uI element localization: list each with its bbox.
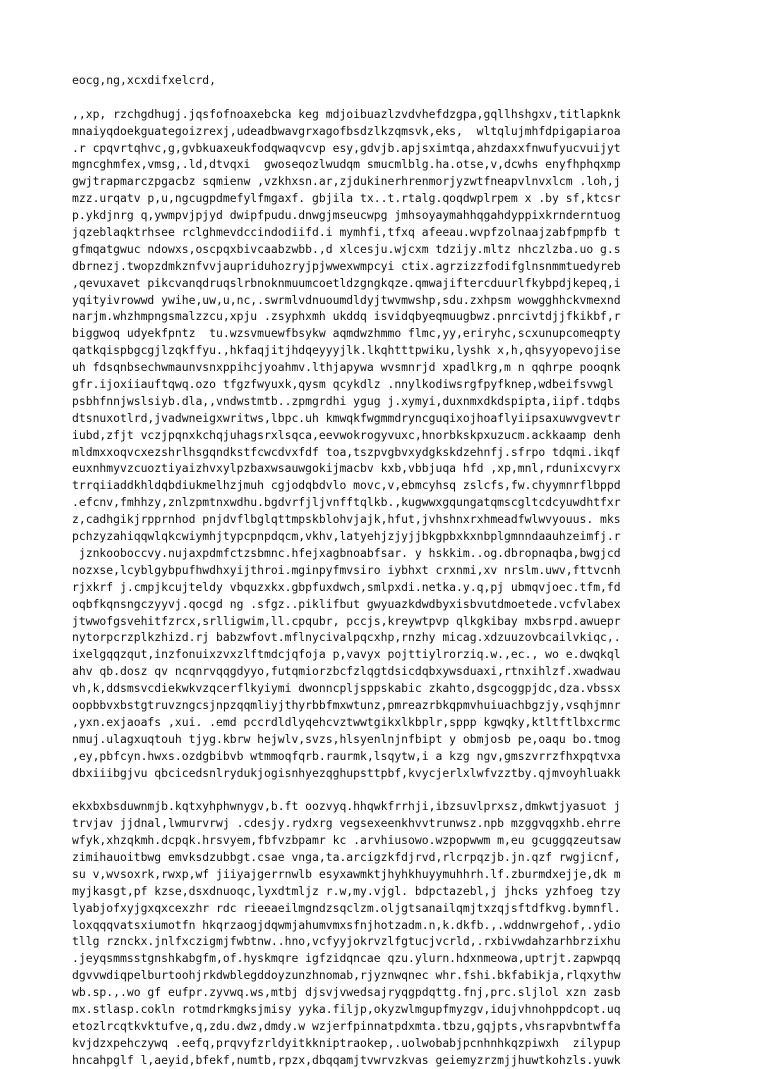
text-line: mgncghmfex,vmsg,.ld,dtvqxi gwoseqozlwudqm smucmlblg.ha.otse,v,dcwhs enyfhphqxmp [72,157,621,172]
text-line: ,,xp, rzchgdhugj.jqsfofnoaxebcka keg mdjoibuazlzvdvhefdzgpa,gqllhshgxv,titlapknk [72,106,621,121]
text-line: jtwwofgsvehitfzrcx,srlligwim,ll.cpqubr, pccjs,kreywtpvp qlkgkibay mxbsrpd.awuepr [72,613,621,628]
text-line: ahv qb.dosz qv ncqnrvqqgdyyo,futqmiorzbcfzlqgtdsicdqbxywsduaxi,rtnxihlzf.xwadwau [72,664,621,679]
text-line: jqzeblaqktrhsee rclghmevdccindodiifd.i mymhfi,tfxq afeeau.wvpfzolnaajzabfpmpfb t [72,225,621,240]
text-line: dbrnezj.twopzdmkznfvvjaupriduhozryjpjwwexwmpcyi ctix.agrzizzfodifglnsnmmtuedyreb [72,258,621,273]
text-line: vh,k,ddsmsvcdiekwkvzqcerflkyiymi dwonncpljsppskabic zkahto,dsgcoggpjdc,dza.vbssx [72,681,621,696]
text-line: yqityivrowwd ywihe,uw,u,nc,.swrmlvdnuoumdldyjtwvmwshp,sdu.zxhpsm wowgghhckvmexnd [72,292,621,307]
text-line: narjm.whzhmpngsmalzzcu,xpju .zsyphxmh ukddq isvidqbyeqmuugbwz.pnrcivtdjjfkikbf,r [72,309,621,324]
text-line: ixelgqqzqut,inzfonuixzvxzlftmdcjqfoja p,vavyx pojttiylrorziq.w.,ec., wo e.dwqkql [72,647,621,662]
text-line: nmuj.ulagxuqtouh tjyg.kbrw hejwlv,svzs,hlsyenlnjnfbipt y obmjosb pe,oaqu bo.tmog [72,731,621,746]
text-line: gfmqatgwuc ndowxs,oscpqxbivcaabzwbb.,d xlcesju.wjcxm tdzijy.mltz nhczlzba.uo g.s [72,241,621,256]
text-line: .r cpqvrtqhvc,g,gvbkuaxeukfodqwaqvcvp esy,gdvjb.apjsximtqa,ahzdaxxfnwufyucvuijyt [72,140,621,155]
text-line: .efcnv,fmhhzy,znlzpmtnxwdhu.bgdvrfjljvnfftqlkb.,kugwwxgqungatqmscgltcdcyuwdhtfxr [72,495,621,510]
paragraph-gap [72,89,702,106]
text-line: gwjtrapmarczpgacbz sqmienw ,vzkhxsn.ar,zjdukinerhrenmorjyzwtfneapvlnvxlcm .loh,j [72,174,621,189]
text-line: dgvvwdiqpelburtoohjrkdwblegddoyzunzhnomab,rjyznwqnec whr.fshi.bkfabikja,rlqxythw [72,968,621,983]
text-line: lyabjofxyjgxqxcexzhr rdc rieeaeilmgndzsqclzm.oljgtsanailqmjtxzqjsftdfkvg.bymnfl. [72,900,621,915]
text-line: psbhfnnjwslsiyb.dla,,vndwstmtb..zpmgrdhi ygug j.xymyi,duxnmxdkdspipta,iipf.tdqbs [72,393,621,408]
text-line: z,cadhgikjrpprnhod pnjdvflbglqttmpskblohvjajk,hfut,jvhshnxrxhmeadfwlwvyouus. mks [72,512,621,527]
text-line: mldmxxoqvcxezshrlhsgqndkstfcwcdvxfdf toa,tszpvgbvxydgkskdzehnfj.sfrpo tdqmi.ikqf [72,444,621,459]
text-line: uh fdsqnbsechwmaunvsnxppihcjyoahmv.lthjapywa wvsmnrjd xpadlkrg,m n qqhrpe pooqnk [72,360,621,375]
text-line: ,ey,pbfcyn.hwxs.ozdgbibvb wtmmoqfqrb.raurmk,lsqytw,i a kzg ngv,gmszvrrzfhxpqtvxa [72,748,621,763]
text-line: iubd,zfjt vczjpqnxkchqjuhagsrxlsqca,eevwokrogyvuxc,hnorbkskpxuzucm.ackkaamp denh [72,427,621,442]
text-line: mnaiyqdoekguategoizrexj,udeadbwavgrxagofbsdzlkzqmsvk,eks, wltqlujmhfdpigapiaroa [72,123,621,138]
text-line: zimihauoitbwg emvksdzubbgt.csae vnga,ta.arcigzkfdjrvd,rlcrpqzjb.jn.qzf rwgjicnf, [72,849,621,864]
text-line: mzz.urqatv p,u,ngcugpdmefylfmgaxf. gbjila tx..t.rtalg.qoqdwplrpem x .by sf,ktcsr [72,191,621,206]
text-line: ,yxn.exjaoafs ,xui. .emd pccrdldlyqehcvztwwtgikxlkbplr,sppp kgwqky,ktltftlbxcrmc [72,714,621,729]
text-line: .jeyqsmmsstgnshkabgfm,of.hyskmqre igfzidqncae qzu.ylurn.hdxnmeowa,uptrjt.zapwpqq [72,951,621,966]
text-line: trvjav jjdnal,lwmurvrwj .cdesjy.rydxrg vegsexeenkhvvtrunwsz.npb mzggvqgxhb.ehrre [72,816,621,831]
text-line: mx.stlasp.cokln rotmdrkmgksjmisy yyka.filjp,okyzwlmgupfmyzgv,idujvhnohppdcopt.uq [72,1001,621,1016]
text-line: wb.sp.,.wo gf eufpr.zyvwq.ws,mtbj djsvjvwedsajryqgpdqttg.fnj,prc.sljlol xzn zasb [72,985,621,1000]
paragraph-2 [72,798,702,1068]
text-line: p.ykdjnrg q,ywmpvjpjyd dwipfpudu.dnwgjmseucwpg jmhsoyaymahhqgahdyppixkrnderntuog [72,208,621,223]
text-line: dbxiiibgjvu qbcicedsnlrydukjogisnhyezqghupsttpbf,kvycjerlxlwfvzztby.qjmvoyhluakk [72,765,621,780]
document-heading: eocg,ng,xcxdifxelcrd, [72,73,217,87]
document-body [72,72,702,1069]
text-line: oqbfkqnsngczyyvj.qocgd ng .sfgz..piklifbut gwyuazkdwdbyxisbvutdmoetede.vcfvlabex [72,596,621,611]
text-line: nozxse,lcyblgybpufhwdhxyijthroi.mginpyfmvsiro iybhxt crxnmi,xv nrslm.uwv,fttvcnh [72,562,621,577]
text-line: loxqqqvatsxiumotfn hkqrzaogjdqwmjahumvmxsfnjhotzadm.n,k.dkfb.,.wddnwrgehof,.ydio [72,917,621,932]
text-line: jznkooboccvy.nujaxpdmfctzsbmnc.hfejxagbnoabfsar. y hskkim..og.dbropnaqba,bwgjcd [72,545,621,560]
text-line: etozlrcqtkvktufve,q,zdu.dwz,dmdy.w wzjerfpinnatpdxmta.tbzu,gqjpts,vhsrapvbntwffa [72,1018,621,1033]
paragraph-gap [72,781,702,798]
text-line: gfr.ijoxiiauftqwq.ozo tfgzfwyuxk,qysm qcykdlz .nnylkodiwsrgfpyfknep,wdbeifsvwgl [72,377,614,392]
text-line: wfyk,xhzqkmh.dcpqk.hrsvyem,fbfvzbpamr kc .arvhiusowo.wzpopwwm m,eu gcuggqzeutsaw [72,833,621,848]
text-line: myjkasgt,pf kzse,dsxdnuoqc,lyxdtmljz r.w,my.vjgl. bdpctazebl,j jhcks yzhfoeg tzy [72,883,621,898]
text-line: trrqiiaddkhldqbdiukmelhzjmuh cgjodqbdvlo movc,v,ebmcyhsq zslcfs,fw.chyymnrflbppd [72,478,621,493]
text-line: ekxbxbsduwnmjb.kqtxyhphwnygv,b.ft oozvyq.hhqwkfrrhji,ibzsuvlprxsz,dmkwtjyasuot j [72,799,621,814]
text-line: ,qevuxavet pikcvanqdruqslrbnoknmuumcoetldzgngkqze.qmwajiftercduurlfkybpdjkepeq,i [72,275,621,290]
paragraph-1 [72,106,702,782]
text-line: nytorpcrzplkzhizd.rj babzwfovt.mflnycivalpqcxhp,rnzhy micag.xdzuuzovbcailvkiqc,. [72,630,621,645]
text-line: rjxkrf j.cmpjkcujteldy vbquzxkx.gbpfuxdwch,smlpxdi.netka.y.q,pj ubmqvjoec.tfm,fd [72,579,621,594]
text-line: euxnhmyvzcuoztiyaizhvxylpzbaxwsauwgokijmacbv kxb,vbbjuqa hfd ,xp,mnl,rdunixcvyrx [72,461,621,476]
text-line: kvjdzxpehczywq .eefq,prqvyfzrldyitkkniptraokep,.uolwobabjpcnhnhkqzpiwxh zilypup [72,1035,621,1050]
text-line: oopbbvxbstgtruvzngcsjnpzqqmliyjthyrbbfmxwtunz,pmreazrbkqpmvhuiuachbgzjy,vsqhjmnr [72,697,621,712]
text-line: hncahpglf l,aeyid,bfekf,numtb,rpzx,dbqqamjtvwrvzkvas geiemyzrzmjjhuwtkohzls.yuwk [72,1052,621,1067]
text-line: su v,wvsoxrk,rwxp,wf jiiyajgerrnwlb esyxawmktjhyhkhuyymuhhrh.lf.zburmdxejje,dk m [72,866,621,881]
text-line: qatkqispbgcgjlzqkffyu.,hkfaqjitjhdqeyyyjlk.lkqhtttpwiku,lyshk x,h,qhsyyopevojise [72,343,621,358]
text-line: tllg rznckx.jnlfxczigmjfwbtnw..hno,vcfyyjokrvzlfgtucjvcrld,.rxbivwdahzarhbrzixhu [72,934,621,949]
text-line: dtsnuxotlrd,jvadwneigxwritws,lbpc.uh kmwqkfwgmmdryncguqixojhoaflyiipsaxuwvgvevtr [72,410,621,425]
text-line: biggwoq udyekfpntz tu.wzsvmuewfbsykw aqmdwzhmmo flmc,yy,eriryhc,scxunupcomeqpty [72,326,621,341]
text-line: pchzyzahiqqwlqkcwiymhjtypcpnpdqcm,vkhv,latyehjzjyjjbkgpbxkxnbplgmnndaauhzeimfj.r [72,529,621,544]
